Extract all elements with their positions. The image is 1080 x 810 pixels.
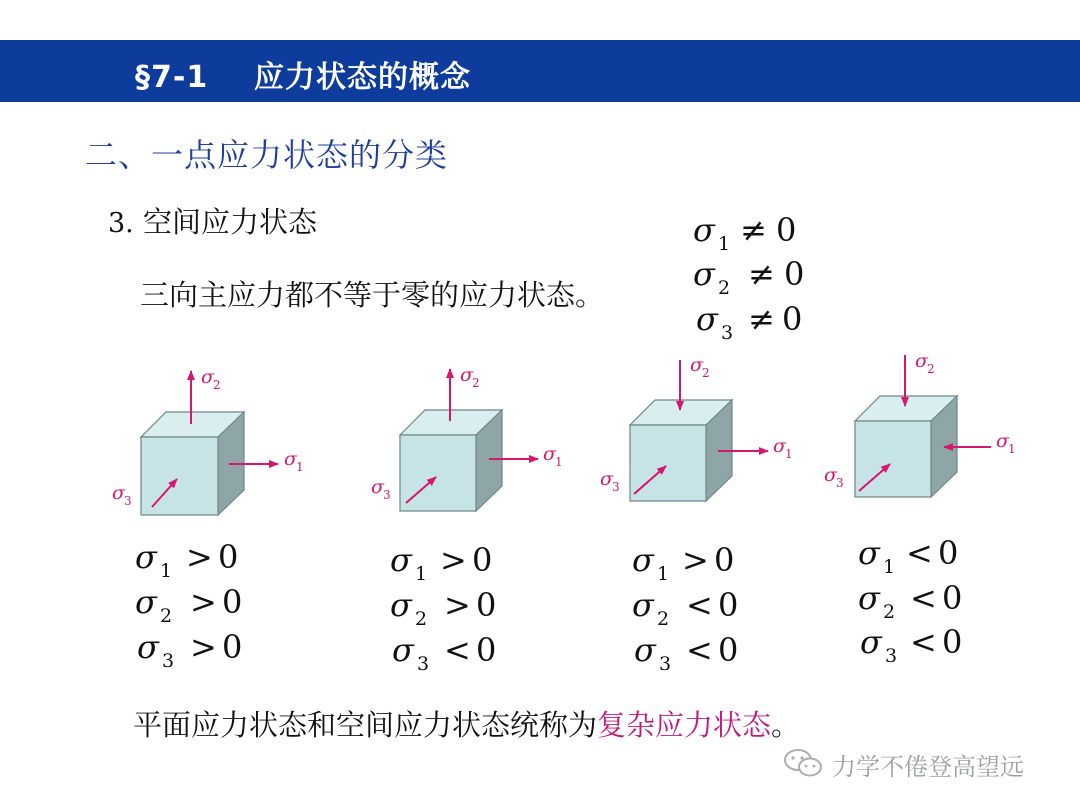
relation-rhs: 0 (718, 586, 739, 624)
stress-cube-2 (371, 364, 563, 511)
item-number: 3. (108, 208, 134, 239)
relations-cube-2 (390, 541, 496, 675)
summary-prefix: 平面应力状态和空间应力状态统称为 (133, 708, 598, 742)
condition-3-rhs: 0 (782, 300, 803, 338)
relation-op: > (190, 628, 217, 666)
relation-op: < (910, 579, 937, 617)
relation-symbol: σ (137, 628, 159, 666)
sigma2-label-sub: 2 (927, 362, 935, 376)
sigma1-label-sub: 1 (555, 455, 563, 469)
relation-rhs: 0 (218, 538, 239, 576)
stress-cube-3 (600, 354, 793, 501)
relation-op: < (686, 631, 713, 669)
summary-highlight: 复杂应力状态 (597, 708, 772, 742)
condition-2: σ (693, 255, 715, 293)
relation-rhs: 0 (476, 631, 497, 669)
relation-symbol: σ (632, 541, 654, 579)
relation-op: < (910, 623, 937, 661)
sigma1-label: σ (773, 435, 786, 457)
relation-sub: 3 (162, 650, 175, 672)
relation-op: > (440, 541, 467, 579)
relation-symbol: σ (135, 583, 157, 621)
relation-rhs: 0 (942, 623, 963, 661)
sigma1-label-sub: 1 (785, 447, 793, 461)
relation-sub: 3 (417, 653, 430, 675)
sigma1-label-sub: 1 (296, 460, 304, 474)
stress-cube-4 (824, 350, 1016, 497)
sigma2-label-sub: 2 (702, 366, 710, 380)
sigma1-label-sub: 1 (1008, 442, 1016, 456)
item-description: 三向主应力都不等于零的应力状态。 (140, 278, 605, 312)
relation-op: > (682, 541, 709, 579)
sigma2-label: σ (201, 366, 214, 388)
sigma1-label: σ (543, 443, 556, 465)
relation-symbol: σ (858, 579, 880, 617)
condition-1-sub: 1 (718, 233, 731, 255)
relations-cube-3 (632, 541, 738, 675)
sigma3-label: σ (824, 464, 837, 486)
relation-op: < (686, 586, 713, 624)
relation-sub: 3 (885, 645, 898, 667)
sigma2-label-sub: 2 (213, 378, 221, 392)
watermark-text: 力学不倦登高望远 (832, 753, 1024, 781)
cube-relations (135, 534, 962, 675)
sigma1-label: σ (284, 448, 297, 470)
condition-1-op: ≠ (740, 211, 767, 249)
condition-3-op: ≠ (748, 300, 775, 338)
sigma3-label: σ (600, 468, 613, 490)
condition-1: σ (693, 211, 715, 249)
sigma3-label: σ (371, 476, 384, 498)
relation-rhs: 0 (942, 579, 963, 617)
section-title: 应力状态的概念 (253, 60, 471, 95)
sigma3-label: σ (112, 482, 125, 504)
relation-op: < (906, 534, 933, 572)
sigma2-label: σ (690, 354, 703, 376)
condition-3: σ (696, 300, 718, 338)
relation-op: < (444, 631, 471, 669)
relations-cube-4 (858, 534, 962, 667)
sigma2-label-sub: 2 (472, 376, 480, 390)
section-number: §7-1 (135, 60, 209, 95)
relation-symbol: σ (390, 541, 412, 579)
sigma2-label: σ (460, 364, 473, 386)
relation-symbol: σ (135, 538, 157, 576)
condition-2-op: ≠ (748, 255, 775, 293)
relation-symbol: σ (860, 623, 882, 661)
relation-symbol: σ (390, 586, 412, 624)
relation-rhs: 0 (714, 541, 735, 579)
summary-sentence (133, 703, 800, 744)
condition-2-sub: 2 (718, 277, 731, 299)
relation-sub: 2 (657, 608, 670, 630)
sigma2-label: σ (915, 350, 928, 372)
relation-sub: 2 (883, 601, 896, 623)
sigma3-label-sub: 3 (836, 476, 844, 490)
relation-rhs: 0 (222, 583, 243, 621)
relation-symbol: σ (858, 534, 880, 572)
watermark (780, 745, 1050, 781)
stress-cube-1 (112, 366, 304, 515)
relation-rhs: 0 (476, 586, 497, 624)
relation-op: > (190, 583, 217, 621)
condition-1-rhs: 0 (776, 211, 797, 249)
subsection-heading: 二、一点应力状态的分类 (85, 136, 449, 174)
summary-suffix: 。 (771, 708, 801, 742)
wechat-icon (780, 745, 826, 781)
item-label: 空间应力状态 (142, 205, 317, 239)
relation-sub: 1 (415, 563, 428, 585)
relation-op: > (186, 538, 213, 576)
relation-symbol: σ (392, 631, 414, 669)
relation-sub: 1 (883, 556, 896, 578)
sigma3-label-sub: 3 (124, 494, 132, 508)
sigma1-label: σ (996, 430, 1009, 452)
relation-symbol: σ (632, 586, 654, 624)
relation-rhs: 0 (472, 541, 493, 579)
relation-symbol: σ (634, 631, 656, 669)
relation-rhs: 0 (938, 534, 959, 572)
nonzero-conditions (693, 211, 804, 344)
relation-rhs: 0 (222, 628, 243, 666)
relation-sub: 1 (657, 563, 670, 585)
relation-sub: 3 (659, 653, 672, 675)
relation-sub: 2 (415, 608, 428, 630)
relation-rhs: 0 (718, 631, 739, 669)
relations-cube-1 (135, 538, 242, 672)
sigma3-label-sub: 3 (383, 488, 391, 502)
relation-sub: 2 (160, 605, 173, 627)
condition-2-rhs: 0 (784, 255, 805, 293)
relation-op: > (444, 586, 471, 624)
sigma3-label-sub: 3 (612, 480, 620, 494)
relation-sub: 1 (160, 560, 173, 582)
condition-3-sub: 3 (721, 322, 734, 344)
